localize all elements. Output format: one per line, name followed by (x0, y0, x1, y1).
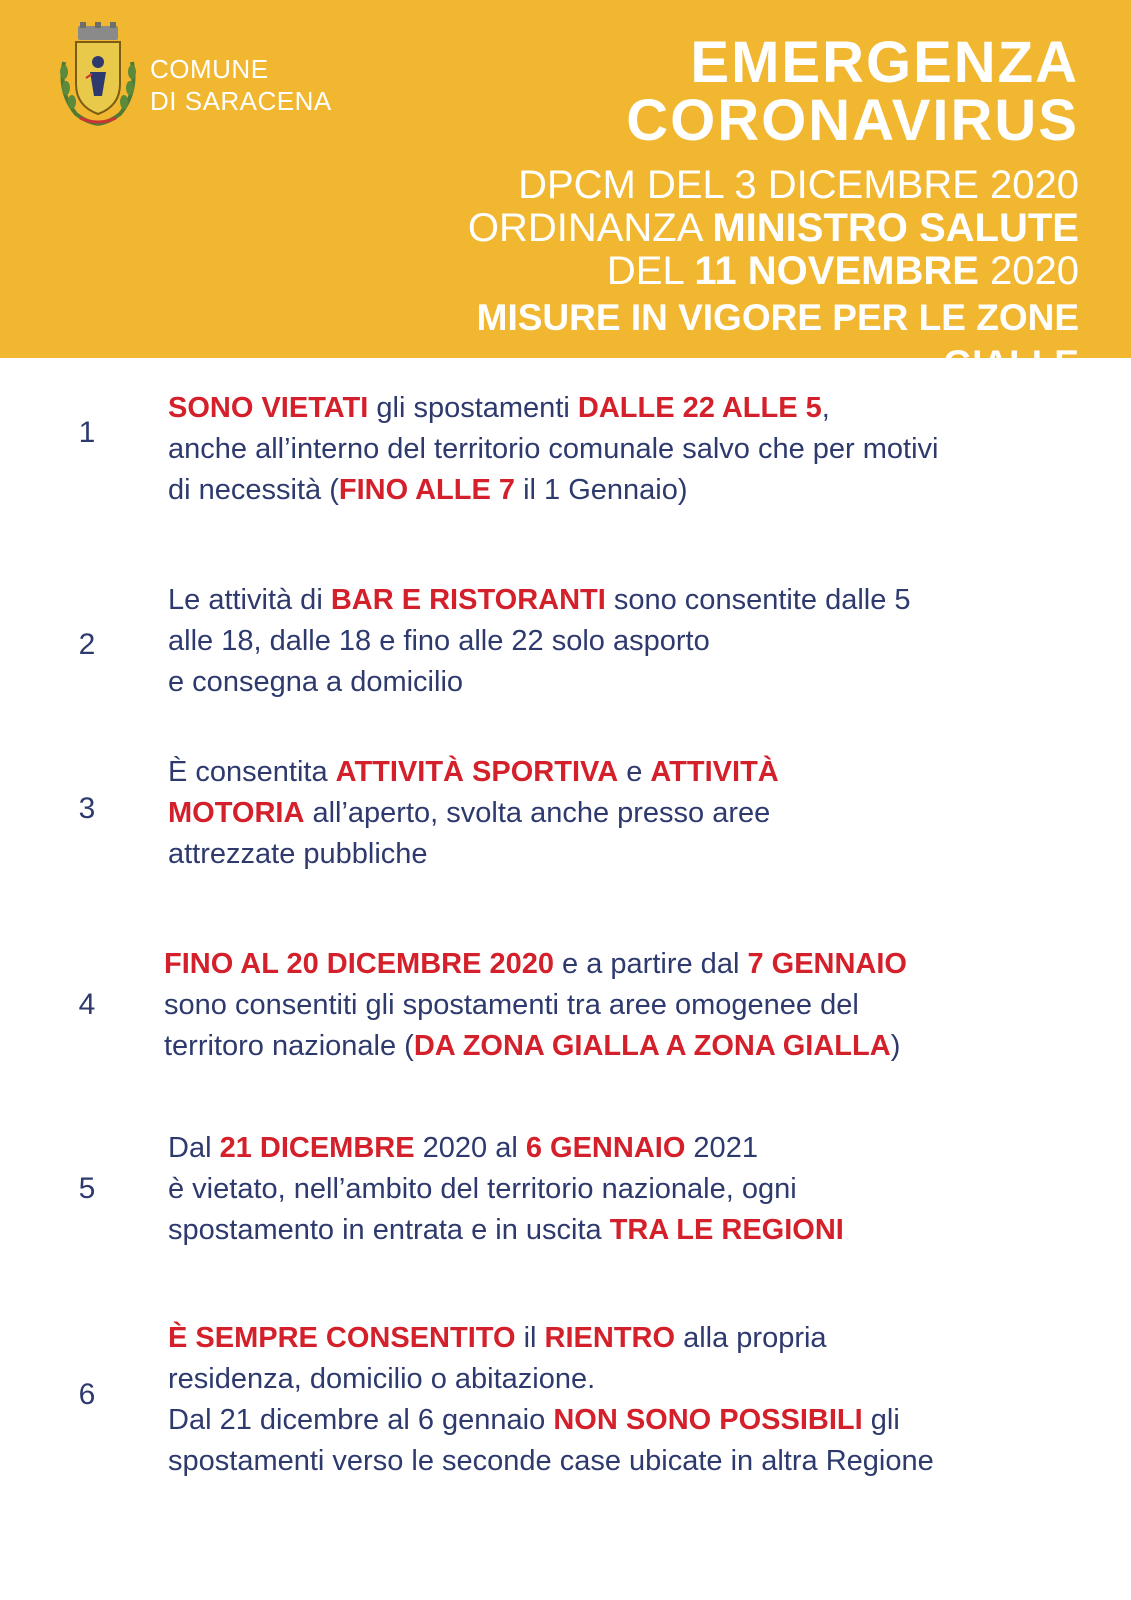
item-number: 3 (78, 792, 96, 825)
item-text: Le attività di BAR E RISTORANTI sono consentite dalle 5 alle 18, dalle 18 e fino alle 22 solo asporto e consegna a domicilio (168, 584, 911, 698)
municipal-crest-icon (56, 22, 140, 130)
measures-subtitle: MISURE IN VIGORE PER LE ZONE GIALLE (476, 297, 1079, 384)
date-line: DEL 11 NOVEMBRE 2020 (606, 249, 1079, 293)
title-emergency: EMERGENZA (690, 30, 1079, 95)
item-text: Dal 21 DICEMBRE 2020 al 6 GENNAIO 2021 è vietato, nell’ambito del territorio nazionale, ogni spostamento in entrata e in uscita TRA LE REGIONI (168, 1132, 844, 1246)
item-number: 4 (78, 988, 96, 1021)
ordinanza-line: ORDINANZA MINISTRO SALUTE (467, 206, 1079, 250)
title-coronavirus: CORONAVIRUS (626, 88, 1079, 153)
item-text: È SEMPRE CONSENTITO il RIENTRO alla propria residenza, domicilio o abitazione. Dal 21 dicembre al 6 gennaio NON SONO POSSIBILI gli spostamenti verso le seconde case ubicate in altra Regione (168, 1322, 934, 1477)
item-text: È consentita ATTIVITÀ SPORTIVA e ATTIVITÀ MOTORIA all’aperto, svolta anche presso aree attrezzate pubbliche (168, 756, 779, 870)
title-block (379, 30, 1079, 387)
item-number: 5 (78, 1172, 96, 1205)
dpcm-line: DPCM DEL 3 DICEMBRE 2020 (518, 163, 1079, 207)
municipality-name (150, 53, 332, 117)
municipality-line-1: COMUNE (150, 54, 269, 84)
item-number: 6 (78, 1378, 96, 1411)
header-banner (0, 0, 1131, 384)
municipality-line-2: DI SARACENA (150, 86, 332, 116)
item-text: FINO AL 20 DICEMBRE 2020 e a partire dal 7 GENNAIO sono consentiti gli spostamenti tra aree omogenee del territoro nazionale (DA ZONA GIALLA A ZONA GIALLA) (164, 948, 907, 1062)
item-number: 1 (78, 416, 96, 449)
item-number: 2 (78, 628, 96, 661)
item-text: SONO VIETATI gli spostamenti DALLE 22 ALLE 5, anche all’interno del territorio comunale salvo che per motivi di necessità (FINO ALLE 7 il 1 Gennaio) (168, 392, 939, 506)
